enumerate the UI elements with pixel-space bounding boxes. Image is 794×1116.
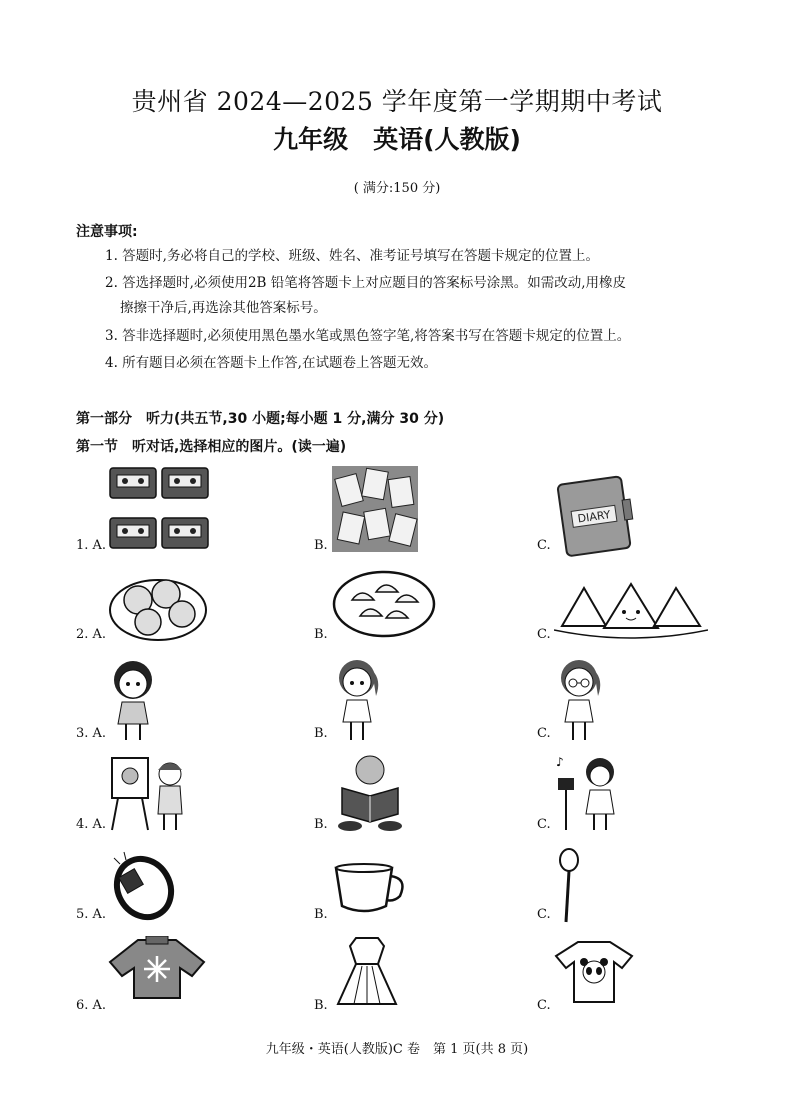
note-item: 2. 答选择题时,必须使用2B 铅笔将答题卡上对应题目的答案标号涂黑。如需改动,用橡皮 <box>105 275 627 291</box>
cassette-tapes-image <box>108 466 210 552</box>
diary-label: DIARY <box>576 508 612 526</box>
option-label: B. <box>314 998 328 1013</box>
question-number: 2. A. <box>76 627 107 642</box>
spoon-image <box>554 848 584 924</box>
ring-image <box>108 848 180 924</box>
page-footer: 九年级・英语(人教版)C 卷 第 1 页(共 8 页) <box>265 1042 529 1057</box>
note-item: 3. 答非选择题时,必须使用黑色墨水笔或黑色签字笔,将答案书写在答题卡规定的位置上。 <box>105 328 631 344</box>
option-label: B. <box>314 907 328 922</box>
score-note: ( 满分:150 分) <box>353 181 441 196</box>
question-number: 6. A. <box>76 998 107 1013</box>
question-number: 4. A. <box>76 817 107 832</box>
exam-subtitle: 九年级 英语(人教版) <box>273 125 521 154</box>
girl-short-hair-image <box>108 658 158 744</box>
dumplings-image <box>332 570 436 638</box>
option-label: C. <box>537 627 551 642</box>
boy-reading-image <box>332 752 408 832</box>
option-label: B. <box>314 538 328 553</box>
option-label: C. <box>537 907 551 922</box>
girl-glasses-image <box>554 656 604 744</box>
mooncakes-image <box>108 570 208 642</box>
option-label: B. <box>314 817 328 832</box>
question-number: 1. A. <box>76 538 107 553</box>
girl-ponytail-image <box>332 656 382 744</box>
girl-singing-image <box>554 752 624 834</box>
note-item: 擦擦干净后,再选涂其他答案标号。 <box>120 300 327 316</box>
svg-text:♪: ♪ <box>556 755 564 769</box>
question-number: 3. A. <box>76 726 107 741</box>
diary-book-image <box>554 474 638 558</box>
cup-image <box>332 862 412 918</box>
option-label: B. <box>314 726 328 741</box>
question-number: 5. A. <box>76 907 107 922</box>
exam-title: 贵州省 2024—2025 学年度第一学期期中考试 <box>131 87 663 116</box>
dress-image <box>332 936 402 1006</box>
panda-tshirt-image <box>554 940 634 1004</box>
option-label: C. <box>537 998 551 1013</box>
notes-heading: 注意事项: <box>76 224 138 240</box>
option-label: B. <box>314 627 328 642</box>
option-label: C. <box>537 726 551 741</box>
section1-heading: 第一节 听对话,选择相应的图片。(读一遍) <box>76 439 347 455</box>
zongzi-image <box>554 578 708 640</box>
story-cards-image <box>332 466 418 552</box>
sweater-image <box>108 936 206 1002</box>
boy-painting-image <box>108 752 190 832</box>
option-label: C. <box>537 538 551 553</box>
option-label: C. <box>537 817 551 832</box>
note-item: 4. 所有题目必须在答题卡上作答,在试题卷上答题无效。 <box>105 355 437 371</box>
part1-heading: 第一部分 听力(共五节,30 小题;每小题 1 分,满分 30 分) <box>76 411 445 427</box>
note-item: 1. 答题时,务必将自己的学校、班级、姓名、准考证号填写在答题卡规定的位置上。 <box>105 248 599 264</box>
